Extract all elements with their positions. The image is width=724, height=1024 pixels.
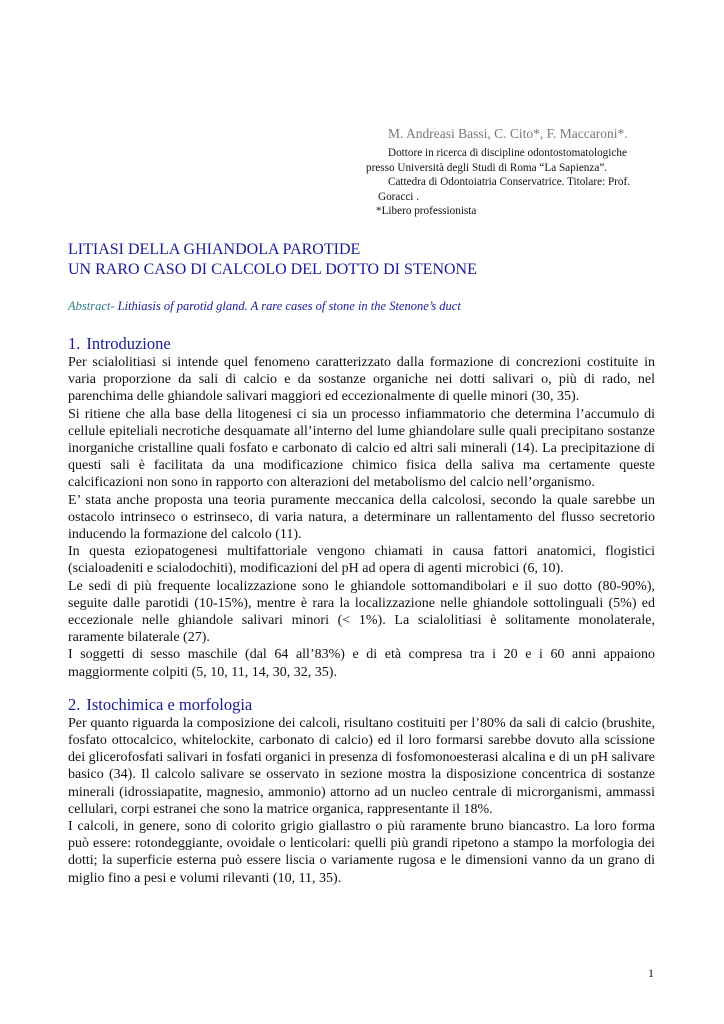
paper-title [68,240,477,280]
section-title: Introduzione [86,334,171,353]
section-heading-introduzione [68,334,655,354]
paragraph: I calcoli, in genere, sono di colorito grigio giallastro o più raramente bruno biancastro. La loro forma può essere: rotondeggiante, ovoidale o lenticolari: quelli più grandi ripetono a stampo la morfologia dei dotti; la superficie esterna può essere liscia o variamente rugosa e le dimensioni vanno da un grano di miglio fino a pesi e volumi rilevanti (10, 11, 35). [68,819,655,886]
author-block [362,126,662,219]
paragraph: I soggetti di sesso maschile (dal 64 all’83%) e di età compresa tra i 20 e i 60 anni appaiono maggiormente colpiti (5, 10, 11, 14, 30, 32, 35). [68,647,655,680]
body-content [68,334,655,887]
abstract-text: Lithiasis of parotid gland. A rare cases of stone in the Stenone’s duct [114,299,461,313]
paragraph: Le sedi di più frequente localizzazione sono le ghiandole sottomandibolari e il suo dotto (80-90%), seguite dalle parotidi (10-15%), mentre è rara la localizzazione nelle ghiandole sottolinguali (5%) ed eccezionale nelle ghiandole salivari minori (< 1%). La scialolitiasi è solitamente monolaterale, raramente bilaterale (27). [68,578,655,646]
paragraph: Per quanto riguarda la composizione dei calcoli, risultano costituiti per l’80% da sali di calcio (brushite, fosfato ottocalcico, whitelockite, carbonato di calcio) ed il loro formarsi sarebbe dovuto alla scissione dei glicerofosfati salivari in fosfati organici in presenza di fosfomonoesterasi alcalina e di un pH salivare basico (34). Il calcolo salivare se osservato in sezione mostra la disposizione concentrica di sostanze minerali (idrossiapatite, magnesio, ammonio) attorno ad un nucleo centrale di microrganismi, ammassi cellulari, corpi estranei che sono la matrice organica, rappresentante il 18%. [68,715,655,817]
section-spacer [68,681,655,695]
section-number: 2. [68,694,81,714]
abstract [68,299,461,314]
section-heading-istochimica [68,695,655,715]
affiliation-line: Dottore in ricerca di discipline odontostomatologiche [388,147,627,159]
abstract-label: Abstract- [68,299,115,313]
author-names: M. Andreasi Bassi, C. Cito*, F. Maccaroni*. [388,126,628,141]
section-title: Istochimica e morfologia [86,694,253,714]
affiliation-line: presso Università degli Studi di Roma “La Sapienza”. [366,161,608,174]
section-number: 1. [68,334,81,353]
paragraph: Per scialolitiasi si intende quel fenomeno caratterizzato dalla formazione di concrezioni costituite in varia proporzione da sali di calcio e da sostanze organiche nei dotti salivari o, più di rado, nel parenchima delle ghiandole salivari maggiori ed eccezionalmente di quelle minori (30, 35). [68,355,655,405]
title-line-2: UN RARO CASO DI CALCOLO DEL DOTTO DI STENONE [68,261,477,278]
title-line-1: LITIASI DELLA GHIANDOLA PAROTIDE [68,241,361,258]
paragraph: Si ritiene che alla base della litogenesi ci sia un processo infiammatorio che determina l’accumulo di cellule epiteliali necrotiche desquamate all’interno del lume ghiandolare sulle quali precipitano sostanze inorganiche cristalline quali fosfato e carbonato di calcio ed altri sali minerali (14). La precipitazione di questi sali è facilitata da una modificazione chimico fisica della saliva ma certamente queste calcificazioni non sono in rapporto con alterazioni del metabolismo del calcio nell’organismo. [68,406,655,491]
affiliation-line: *Libero professionista [376,205,477,218]
page-number: 1 [648,966,654,980]
affiliation-line: Cattedra di Odontoiatria Conservatrice. Titolare: Prof. [388,176,631,189]
affiliation-line: Goracci . [378,190,419,203]
paragraph: In questa eziopatogenesi multifattoriale vengono chiamati in causa fattori anatomici, flogistici (scialoadeniti e scialodochiti), modificazioni del pH ad opera di agenti microbici (6, 10). [68,544,655,577]
paragraph: E’ stata anche proposta una teoria puramente meccanica della calcolosi, secondo la quale sarebbe un ostacolo intrinseco o estrinseco, di varia natura, a determinare un rallentamento del flusso secretorio inducendo la formazione del calcolo (11). [68,492,655,543]
